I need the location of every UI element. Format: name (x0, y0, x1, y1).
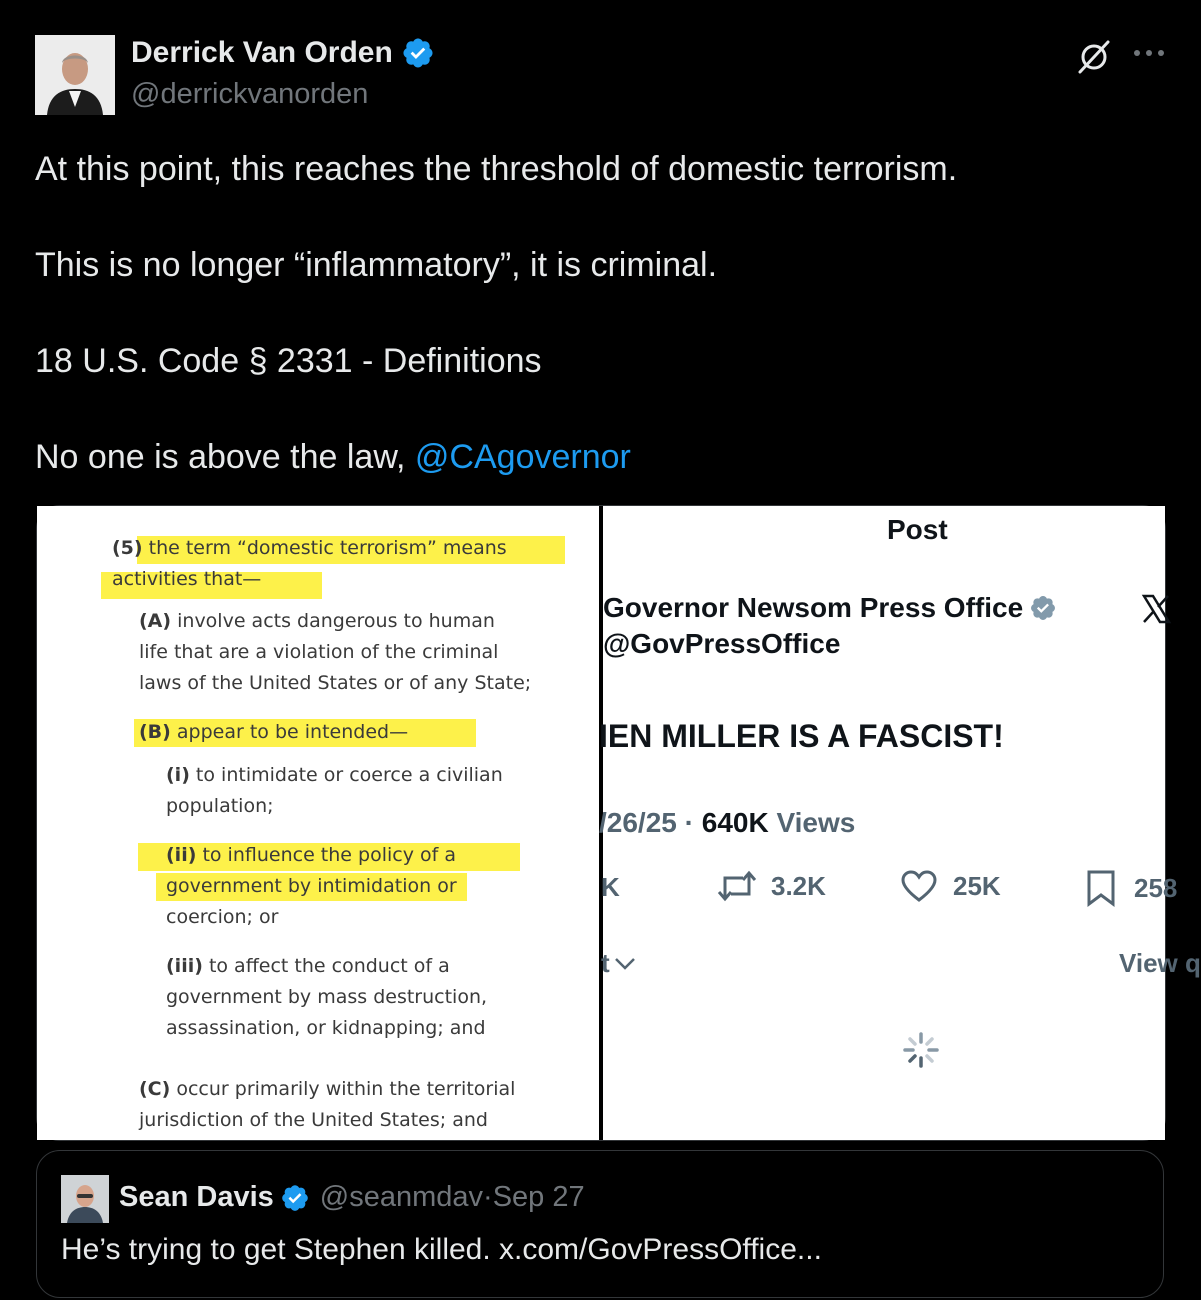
author-handle[interactable]: @derrickvanorden (131, 78, 369, 110)
law-num: (iii) (166, 955, 203, 977)
tweet-text (35, 145, 1155, 481)
grok-icon[interactable] (1076, 40, 1112, 74)
law-num: (ii) (166, 844, 197, 866)
chevron-down-icon (614, 957, 636, 971)
screenshot-retweets-count: 3.2K (771, 870, 826, 901)
more-icon[interactable] (1132, 48, 1166, 58)
law-num: (i) (166, 764, 190, 786)
author-avatar[interactable] (35, 35, 115, 115)
screenshot-sort (601, 948, 636, 979)
tweet-line: At this point, this reaches the threshold of domestic terrorism. (35, 150, 958, 188)
quote-author-avatar[interactable] (61, 1175, 109, 1223)
quote-author-name[interactable]: Sean Davis (119, 1181, 274, 1213)
law-text: or (431, 875, 457, 897)
screenshot-header: Post (887, 514, 948, 545)
verified-badge-icon (1029, 594, 1057, 622)
law-line: assassination, or kidnapping; and (166, 1017, 486, 1039)
screenshot-account-name: Governor Newsom Press Office (603, 592, 1024, 623)
law-text: the term “domestic terrorism” means (142, 537, 507, 559)
mention-link[interactable]: @CAgovernor (414, 438, 631, 476)
law-line (166, 840, 456, 871)
law-line: government by mass destruction, (166, 986, 488, 1008)
x-logo-icon (1141, 594, 1171, 624)
heart-icon (901, 870, 937, 902)
screenshot-views-count: 640K (701, 807, 769, 838)
quote-header (119, 1181, 585, 1214)
law-num: (5) (112, 537, 143, 559)
screenshot-account-row (603, 592, 1057, 624)
law-line: population; (166, 795, 274, 817)
screenshot-likes-count: 25K (953, 870, 1001, 901)
verified-badge-icon (401, 36, 435, 70)
author-name[interactable]: Derrick Van Orden (131, 36, 393, 69)
law-line: laws of the United States or of any State; (139, 672, 532, 694)
law-num: (A) (139, 610, 172, 632)
law-line (112, 533, 507, 564)
avatar-image (35, 35, 115, 115)
bookmark-icon (1086, 870, 1116, 906)
tweet-line: 18 U.S. Code § 2331 - Definitions (35, 342, 542, 380)
law-text: to affect the conduct of a (202, 955, 450, 977)
screenshot-reply-count: K (601, 872, 620, 902)
media-container[interactable] (36, 505, 1201, 1141)
law-line (139, 1074, 515, 1105)
law-num: (B) (139, 721, 171, 743)
law-line: life that are a violation of the criminal (139, 641, 499, 663)
quote-author-handle[interactable]: @seanmdav (319, 1181, 484, 1213)
screenshot-account-handle: @GovPressOffice (603, 628, 841, 659)
law-line (166, 951, 450, 982)
law-line: coercion; or (166, 906, 279, 928)
loading-spinner-icon (901, 1030, 941, 1070)
law-text: involve acts dangerous to human (171, 610, 495, 632)
law-line (139, 717, 408, 748)
screenshot-sort-label: t (601, 948, 610, 978)
verified-badge-icon (280, 1183, 310, 1213)
screenshot-retweets (717, 870, 826, 902)
tweet-line (35, 433, 1155, 481)
law-line: jurisdiction of the United States; and (139, 1109, 488, 1131)
law-text: to intimidate or coerce a civilian (189, 764, 503, 786)
quote-date[interactable]: Sep 27 (492, 1181, 585, 1213)
screenshot-date: /26/25 (599, 807, 677, 838)
law-text: occur primarily within the territorial (170, 1078, 516, 1100)
screenshot-views-label: Views (776, 807, 856, 838)
quote-separator: · (483, 1181, 493, 1213)
law-line: activities that— (112, 568, 262, 590)
quote-text: He’s trying to get Stephen killed. x.com/GovPressOffice... (61, 1233, 822, 1266)
law-text: to influence the policy of a (196, 844, 456, 866)
law-num: (C) (139, 1078, 171, 1100)
quoted-tweet[interactable] (36, 1150, 1164, 1298)
screenshot-post-text: IEN MILLER IS A FASCIST! (599, 718, 1004, 754)
screenshot-bookmarks (1086, 870, 1177, 906)
author-name-row[interactable] (131, 36, 435, 70)
law-line (166, 871, 457, 902)
law-line (166, 760, 503, 791)
law-text: appear to be intended— (170, 721, 409, 743)
law-line (139, 606, 495, 637)
meta-dot: · (684, 807, 702, 838)
law-text: government by intimidation (166, 875, 432, 897)
screenshot-likes (901, 870, 1001, 902)
media-image-law-text[interactable] (37, 506, 599, 1140)
screenshot-meta (599, 807, 855, 839)
media-image-screenshot[interactable] (599, 506, 1201, 1140)
screenshot-bookmarks-count: 258 (1134, 872, 1178, 903)
tweet-line: This is no longer “inflammatory”, it is criminal. (35, 246, 718, 284)
screenshot-view-quotes: View q (1119, 948, 1201, 978)
tweet-line-text: No one is above the law, (35, 438, 415, 476)
retweet-icon (717, 870, 757, 902)
avatar-image (61, 1175, 109, 1223)
